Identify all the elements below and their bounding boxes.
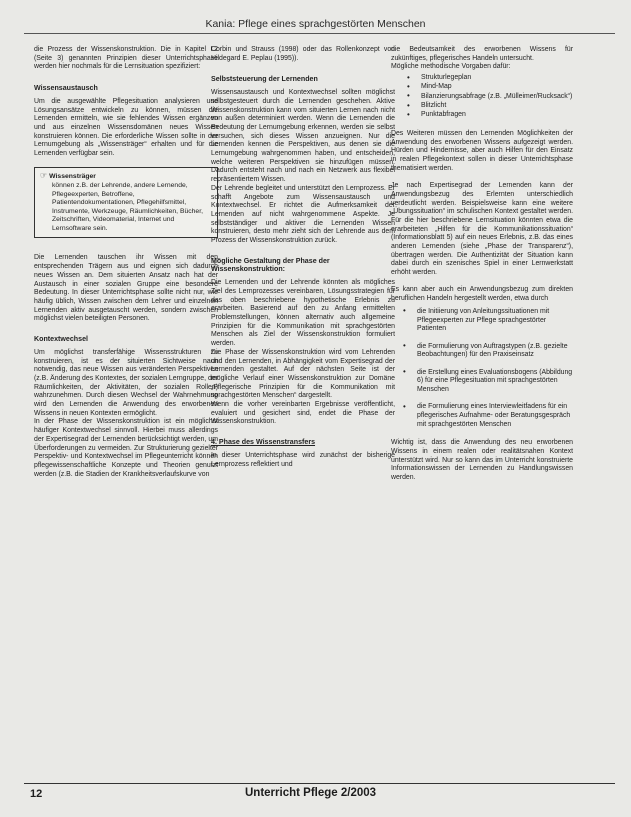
list-item: • Blitzlicht	[421, 102, 573, 111]
paragraph: Die Lernenden tauschen ihr Wissen mit den entsprechenden Trägern aus und eignen sich dadurch neues Wissen an. Dem situierten Ansatz nach hat der Austausch in einer sozialen Gruppe eine besondere Bedeutung. In dieser Unterrichtsphase sollte nicht nur, wie häufig üblich, Wissen zwischen dem Lehrer und einzelnen Lernenden aktiv ausgetauscht werden, sondern zwischen möglichst vielen beteiligten Personen.	[34, 254, 218, 323]
list-item: • die Formulierung von Auftragstypen (z.B. gezielte Beobachtungen) für den Praxiseinsatz	[417, 343, 573, 360]
paragraph: Je nach Expertisegrad der Lernenden kann der Anwendungsbezug des Erlernten unterschiedlich verdeutlicht werden. Beispielsweise kann eine weitere „Übungssituation“ im schulischen Kontext gestaltet werden. Für die hier beschriebene Lernsituation könnten etwa die erarbeiteten „Hilfen für die Kommunikationssituation“ (Informationsblatt 5) auf ein neues Erlebnis, z.B. das eines anderen Lernenden (siehe „Phase der Transparenz“), übertragen werden. Die Authentizität der Situation kann dabei durch ein szenisches Spiel in einer Lernwerkstatt erhöht werden.	[391, 182, 573, 277]
paragraph: In dieser Unterrichtsphase wird zunächst der bisherige Lernprozess reflektiert und	[211, 451, 395, 468]
info-box-wissenstraeger	[34, 167, 218, 238]
method-list	[391, 74, 573, 120]
paragraph: Mögliche methodische Vorgaben dafür:	[391, 63, 511, 71]
list-item: • Mind-Map	[421, 83, 573, 92]
paragraph: Corbin und Strauss (1998) oder das Rollenkonzept von Hildegard E. Peplau (1995)).	[211, 46, 395, 62]
paragraph: Es kann aber auch ein Anwendungsbezug zum direkten beruflichen Handeln hergestellt werden, etwa durch	[391, 286, 573, 303]
paragraph: die Bedeutsamkeit des erworbenen Wissens für zukünftiges, pflegerisches Handeln untersucht.	[391, 46, 573, 62]
application-list	[391, 308, 573, 430]
section-heading-gestaltung: Mögliche Gestaltung der Phase der Wissenskonstruktion:	[211, 256, 330, 274]
paragraph: Die Phase der Wissenskonstruktion wird vom Lehrenden und den Lernenden, in Abhängigkeit vom Expertisegrad der Lernenden gestaltet. Auf der nächsten Seite ist der mögliche Verlauf einer Wissenskonstruktion zur Domäne „Pflegerische Prinzipien für die Kommunikation mit sprachgestörten Menschen“ dargestellt.	[211, 348, 395, 400]
list-item: • die Erstellung eines Evaluationsbogens (Abbildung 6) für eine Pflegesituation mit sprachgestörten Menschen	[417, 369, 573, 395]
paragraph: die Prozess der Wissenskonstruktion. Die in Kapitel I.2 (Seite 3) genannten Prinzipien dieser Unterrichtsphase werden hier nochmals für die Lernsituation spezifiziert:	[34, 46, 218, 71]
info-box-lead: Wissensträger	[49, 173, 96, 181]
paragraph: In der Phase der Wissenskonstruktion ist ein möglichst häufiger Kontextwechsel sinnvoll. Hierbei muss allerdings der Expertisegrad der Lernenden berücksichtigt werden, um Überforderungen zu vermeiden. Zur Strukturierung gezielter Perspektiv- und Kontextwechsel im Pflegeunterricht können pflegewissenschaftliche Konzepte und Theorien genutzt werden (z.B. die Stadien der Krankheitsverlaufskurve von	[34, 418, 218, 478]
section-heading-wissenstransfer: 4. Phase des Wissenstransfers	[211, 438, 316, 447]
pointing-hand-icon: ☞	[40, 171, 48, 181]
list-item: • Bilanzierungsabfrage (z.B. „Mülleimer/Rucksack“)	[421, 93, 573, 102]
paragraph: Die Lernenden und der Lehrende könnten als mögliches Ziel des Lernprozesses vereinbaren, Lösungsstrategien für das oben beschriebene hypothetische Erlebnis zu erarbeiten. Basierend auf den zu Anfang ermittelten Problemstellungen, können alternativ auch allgemeine Prinzipien für die Kommunikation mit sprachgestörten Menschen als Ziel der Wissenskonstruktion formuliert werden.	[211, 279, 395, 348]
header-rule	[24, 33, 615, 34]
journal-name: Unterricht Pflege 2/2003	[245, 787, 377, 799]
text-column-3	[391, 46, 573, 491]
list-item: • Strukturlegeplan	[421, 74, 573, 83]
paragraph: Um die ausgewählte Pflegesituation analysieren und Lösungsansätze entwickeln zu können, müssen die Lernenden ermitteln, wie sie fehlendes Wissen ergänzen und aus einzelnen Wissensdomänen neues Wissen konstruieren können. Die erforderliche Wissen sollte in der Lernumgebung als „Wissensträger“ erhalten und für die Lernenden verfügbar sein.	[34, 97, 218, 158]
section-heading-wissensaustausch: Wissensaustausch	[34, 84, 98, 93]
list-item: • die Initiierung von Anleitungssituationen mit Pflegeexperten zur Pflege sprachgestörter Patienten	[417, 308, 573, 334]
list-item: • Punktabfragen	[421, 111, 573, 120]
running-header: Kania: Pflege eines sprachgestörten Menschen	[205, 18, 426, 30]
paragraph: Wenn die vorher vereinbarten Ergebnisse veröffentlicht, evaluiert und gesichert sind, endet die Phase der Wissenskonstruktion.	[211, 401, 395, 426]
text-column-1	[34, 46, 218, 488]
paragraph: Der Lehrende begleitet und unterstützt den Lernprozess. Er schafft Angebote zum Wissensaustausch und Kontextwechsel. Er richtet die Aufmerksamkeit der Lernenden auf nicht wahrgenommene Aspekte. Je selbstständiger und aktiver die Lernenden Wissen konstruieren, desto mehr zieht sich der Lehrende aus dem Prozess der Wissenskonstruktion zurück.	[211, 184, 395, 245]
paragraph: Des Weiteren müssen den Lernenden Möglichkeiten der Anwendung des erworbenen Wissens aufgezeigt werden. Hürden und Hindernisse, aber auch Hilfen für den Einsatz in realen Pflegekontext sollen in dieser Unterrichtsphase thematisiert werden.	[391, 130, 573, 172]
paragraph: Um möglichst transferfähige Wissensstrukturen zu konstruieren, ist es der situierten Sichtweise nach notwendig, das neue Wissen aus veränderten Perspektiven (z.B. Änderung des Kontextes, der sozialen Lerngruppe, der Räumlichkeiten, der Aktivitäten, der sozialen Rollen) wahrzunehmen. Durch diesen Wechsel der Wahrnehmung wird den Lernenden die Anwendung des erworbenen Wissens in neuen Kontexten ermöglicht.	[34, 348, 218, 417]
paragraph: Wissensaustausch und Kontextwechsel sollten möglichst selbstgesteuert durch die Lernenden geschehen. Aktive Wissenskonstruktion kann vom situierten Lernen nach nicht von außen determiniert werden. Wenn die Lernenden die Bedeutung der Lernumgebung erkennen, werden sie selbst versuchen, sich dieses Wissen anzueignen. Nur die Lernenden kennen die Perspektiven, aus denen sie die Lernumgebung wahrgenommen haben, und entscheiden, welche weiteren Perspektiven sie hinzufügen müssen. Dadurch entsteht nach und nach ein Netzwerk aus flexibel repräsentiertem Wissen.	[211, 89, 395, 184]
list-item: • die Formulierung eines Interviewleitfadens für ein pflegerisches Aufnahme- oder Beratungsgespräch mit sprachgestörten Menschen	[417, 403, 573, 429]
footer-rule	[24, 783, 615, 784]
section-heading-kontextwechsel: Kontextwechsel	[34, 335, 89, 344]
paragraph: Wichtig ist, dass die Anwendung des neu erworbenen Wissens in einem realen oder realitätsnahen Kontext unterstützt wird. Nur so kann das im Unterricht konstruierte Informationswissen der Lernenden zu Handlungswissen werden.	[391, 439, 573, 482]
page-number: 12	[30, 788, 43, 800]
section-heading-selbststeuerung: Selbststeuerung der Lernenden	[211, 75, 318, 84]
text-column-2	[211, 46, 395, 478]
info-box-text: können z.B. der Lehrende, andere Lernende, Pflegeexperten, Betroffene, Patientendokumentationen, Pflegehilfsmittel, Instrumente, Werkzeuge, Räumlichkeiten, Bücher, Zeitschriften, Videomaterial, Internet und Lernsoftware sein.	[52, 181, 203, 232]
